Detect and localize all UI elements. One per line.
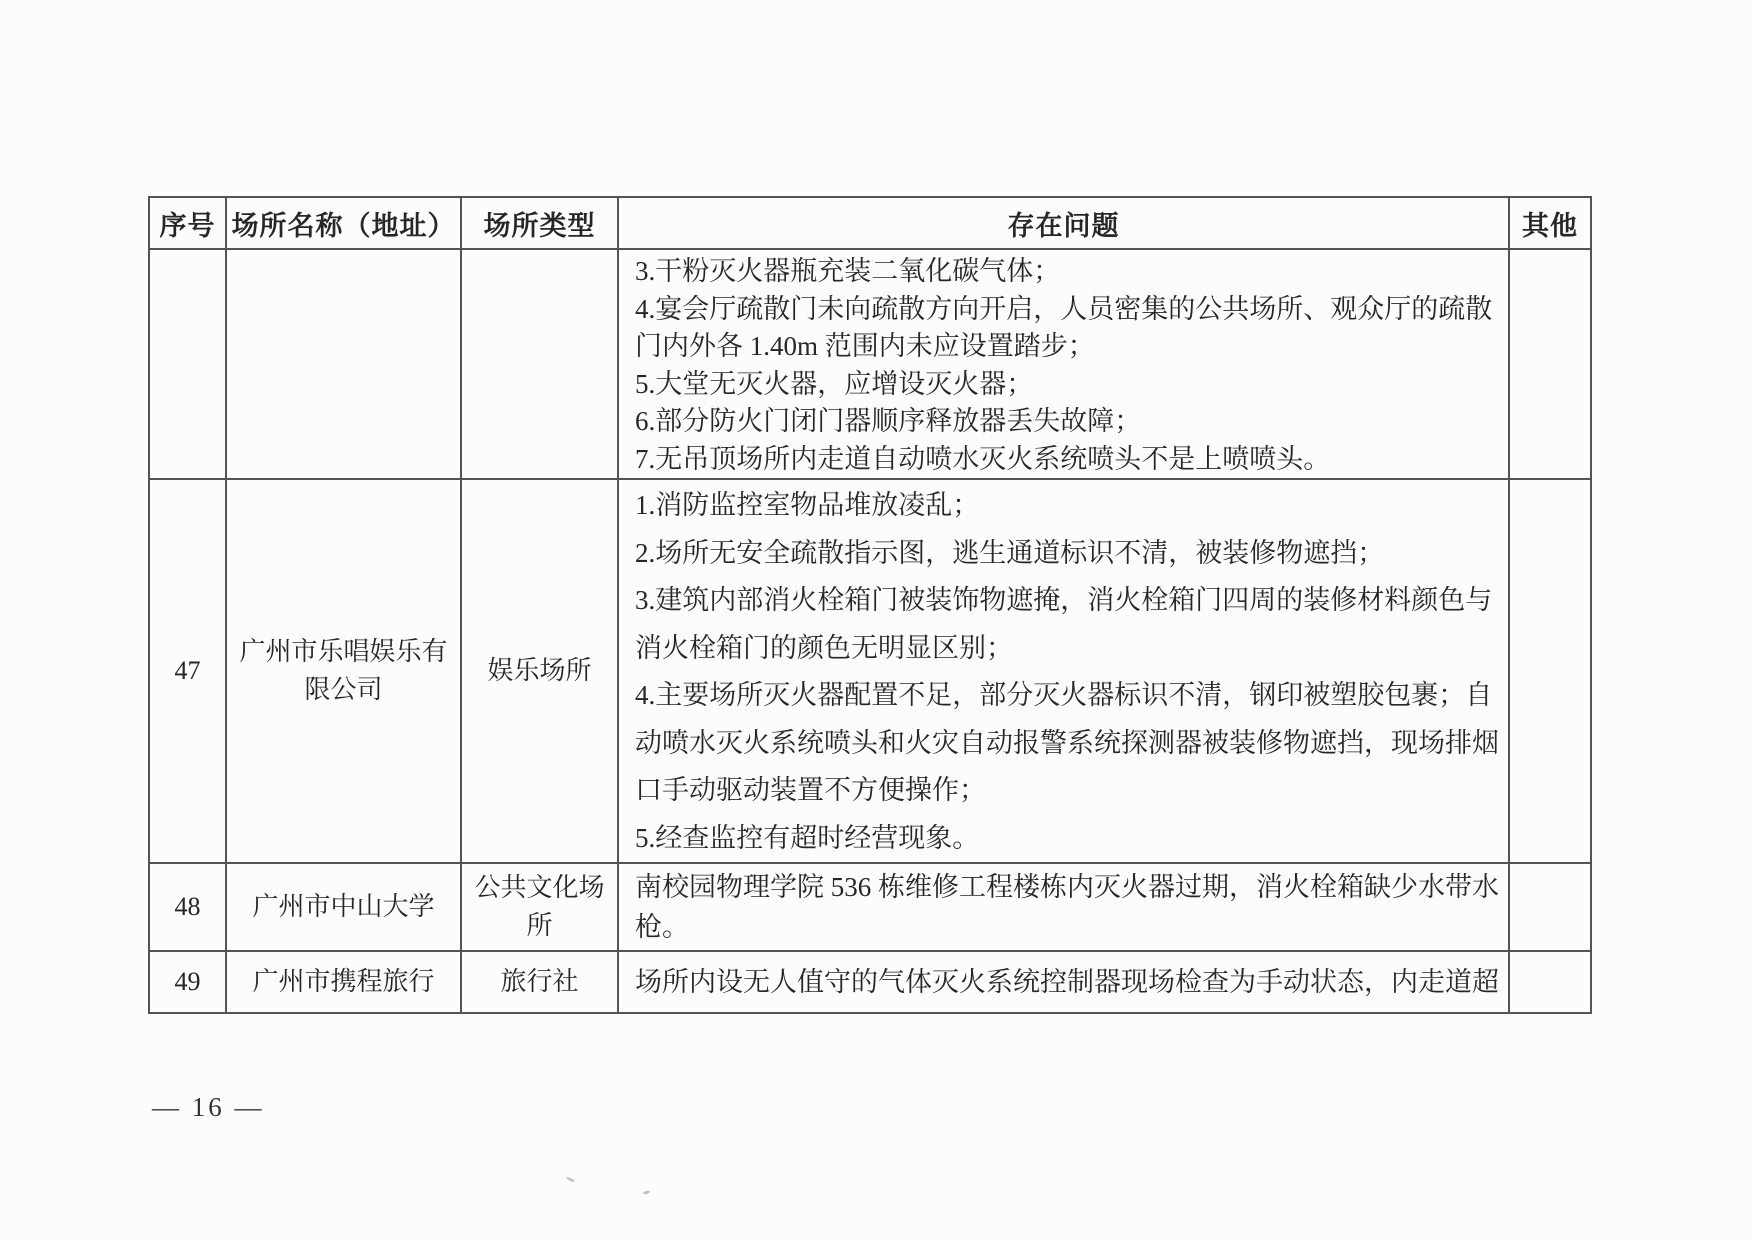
cell-name: 广州市携程旅行 <box>227 952 462 1012</box>
cell-other <box>1510 952 1590 1012</box>
cell-other <box>1510 250 1590 480</box>
cell-problems <box>619 952 1510 1012</box>
cell-index <box>150 250 227 480</box>
problem-line: 6.部分防火门闭门器顺序释放器丢失故障； <box>635 406 1142 436</box>
problem-line: 4.主要场所灭火器配置不足，部分灭火器标识不清，钢印被塑胶包裹；自动喷水灭火系统喷头和火灾自动报警系统探测器被装修物遮挡，现场排烟口手动驱动装置不方便操作； <box>635 680 1499 805</box>
scan-artifact <box>566 1176 575 1183</box>
problem-line: 5.大堂无灭火器，应增设灭火器； <box>635 368 1034 399</box>
table-header-row <box>150 198 1590 250</box>
header-index: 序号 <box>150 198 227 250</box>
cell-index: 48 <box>150 864 227 952</box>
header-type: 场所类型 <box>462 198 619 250</box>
table-row-48 <box>150 864 1590 952</box>
cell-type: 娱乐场所 <box>462 480 619 864</box>
cell-type: 公共文化场所 <box>462 864 619 952</box>
page-number: — 16 — <box>152 1092 265 1122</box>
scan-artifact <box>643 1190 651 1195</box>
problem-line: 场所内设无人值守的气体灭火系统控制器现场检查为手动状态，内走道超 <box>635 967 1499 997</box>
problem-line: 3.干粉灭火器瓶充装二氧化碳气体； <box>635 256 1061 286</box>
cell-type: 旅行社 <box>462 952 619 1012</box>
header-name: 场所名称（地址） <box>227 198 462 250</box>
cell-other <box>1510 864 1590 952</box>
problem-line: 南校园物理学院 536 栋维修工程楼栋内灭火器过期，消火栓箱缺少水带水枪。 <box>635 872 1499 942</box>
problem-line: 7.无吊顶场所内走道自动喷水灭火系统喷头不是上喷喷头。 <box>635 443 1331 474</box>
problem-line: 1.消防监控室物品堆放凌乱； <box>635 490 980 520</box>
problem-line: 3.建筑内部消火栓箱门被装饰物遮掩，消火栓箱门四周的装修材料颜色与消火栓箱门的颜色无明显区别； <box>635 585 1493 663</box>
header-other: 其他 <box>1510 198 1590 250</box>
header-problems: 存在问题 <box>619 198 1510 250</box>
cell-name <box>227 250 462 480</box>
cell-index: 47 <box>150 480 227 864</box>
inspection-table <box>148 196 1592 1014</box>
problem-line: 2.场所无安全疏散指示图，逃生通道标识不清，被装修物遮挡； <box>635 537 1385 568</box>
table-row-46-continued <box>150 250 1590 480</box>
cell-type <box>462 250 619 480</box>
cell-name: 广州市中山大学 <box>227 864 462 952</box>
cell-other <box>1510 480 1590 864</box>
problem-line: 5.经查监控有超时经营现象。 <box>635 822 980 853</box>
cell-problems <box>619 480 1510 864</box>
table-row-47 <box>150 480 1590 864</box>
cell-index: 49 <box>150 952 227 1012</box>
cell-name: 广州市乐唱娱乐有限公司 <box>227 480 462 864</box>
cell-problems <box>619 250 1510 480</box>
table-row-49 <box>150 952 1590 1012</box>
cell-problems <box>619 864 1510 952</box>
problem-line: 4.宴会厅疏散门未向疏散方向开启，人员密集的公共场所、观众厅的疏散门内外各 1.40m 范围内未应设置踏步； <box>635 293 1493 361</box>
